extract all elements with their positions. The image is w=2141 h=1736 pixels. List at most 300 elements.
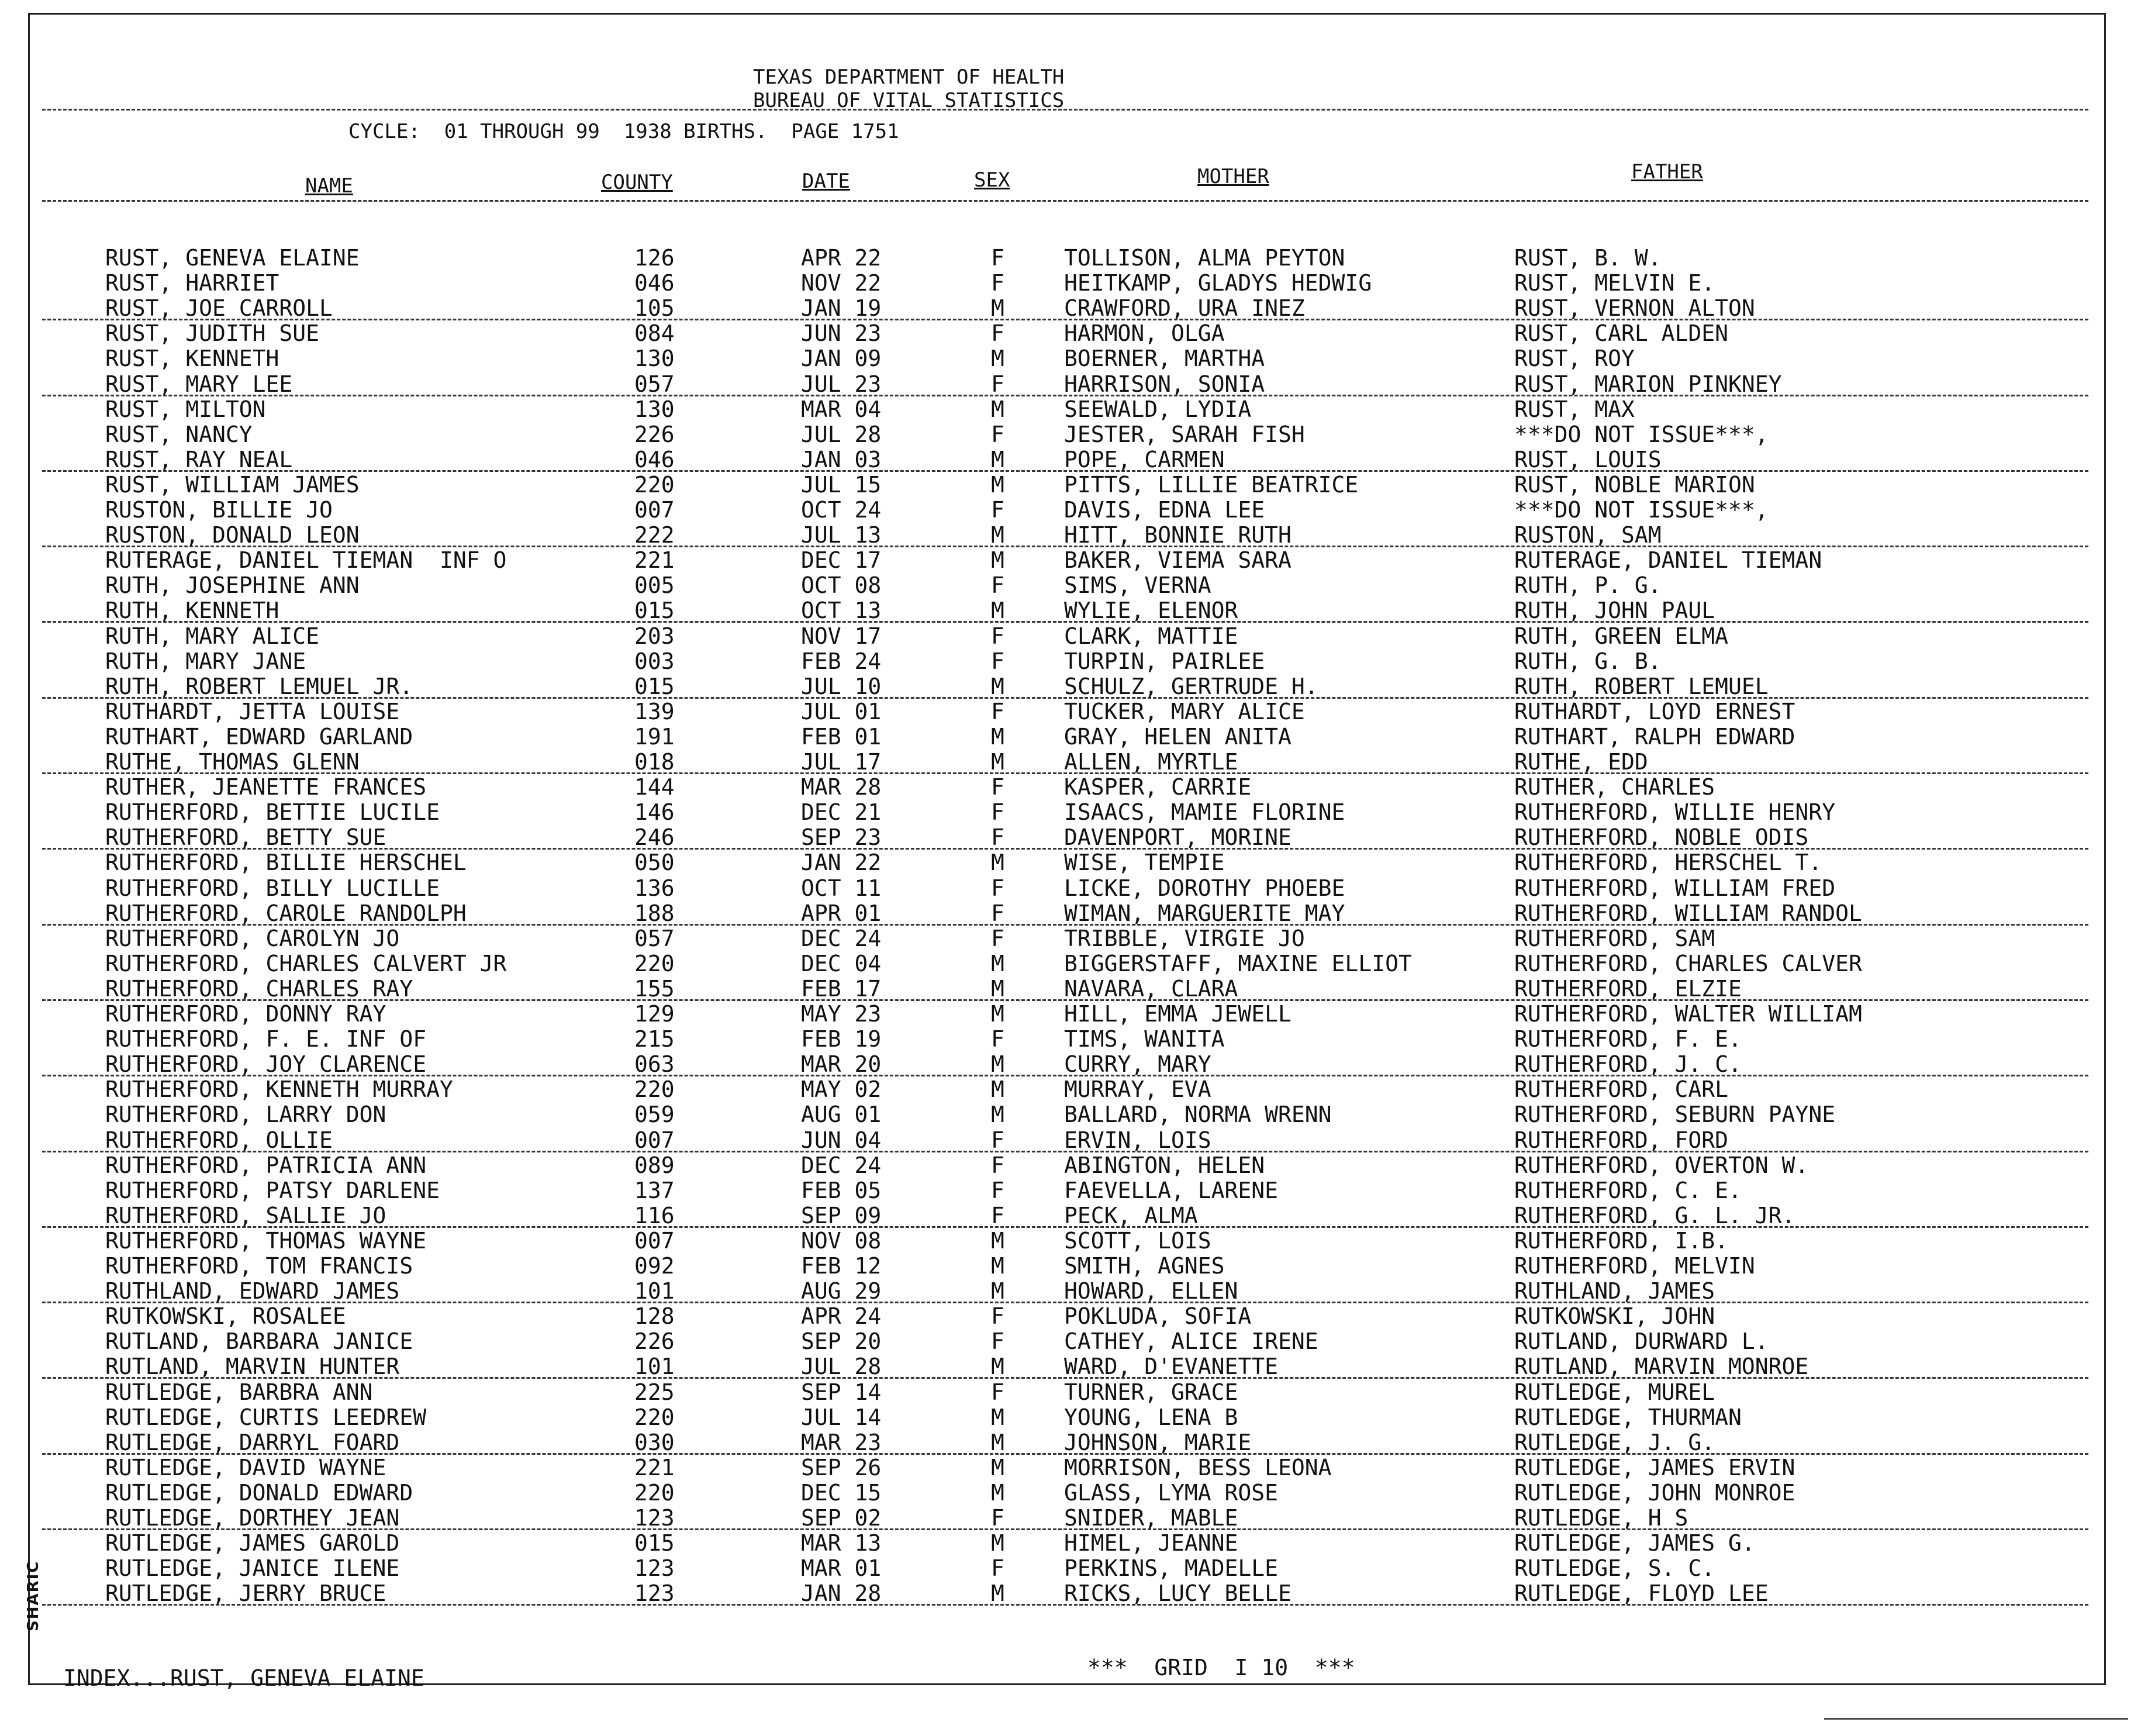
record-father: RUTLEDGE, MUREL: [1514, 1379, 1715, 1405]
record-father: RUTHE, EDD: [1514, 749, 1648, 775]
header-divider: [42, 109, 2088, 111]
record-row: [0, 1380, 2141, 1404]
record-name: RUST, JUDITH SUE: [105, 320, 320, 347]
record-sex: M: [991, 547, 1004, 574]
record-county: 003: [634, 648, 675, 674]
record-name: RUST, NANCY: [105, 421, 253, 447]
row-group-divider: [42, 1604, 2088, 1606]
record-county: 123: [634, 1580, 675, 1607]
column-header-sex: SEX: [974, 168, 1010, 192]
record-county: 188: [634, 900, 675, 926]
record-date: MAR 04: [801, 396, 882, 422]
record-name: RUST, HARRIET: [105, 270, 279, 296]
record-sex: F: [991, 698, 1004, 724]
record-mother: RICKS, LUCY BELLE: [1064, 1580, 1291, 1607]
record-date: MAR 28: [801, 774, 882, 800]
record-county: 007: [634, 1227, 675, 1254]
record-name: RUST, MARY LEE: [105, 371, 293, 397]
record-mother: YOUNG, LENA B: [1064, 1404, 1238, 1430]
record-county: 030: [634, 1429, 675, 1455]
record-county: 063: [634, 1051, 675, 1078]
cycle-line: CYCLE: 01 THROUGH 99 1938 BIRTHS. PAGE 1751: [348, 120, 899, 143]
row-group-divider: [42, 621, 2088, 623]
record-sex: F: [991, 371, 1004, 397]
record-mother: ALLEN, MYRTLE: [1064, 749, 1238, 775]
record-mother: TOLLISON, ALMA PEYTON: [1064, 245, 1345, 271]
record-sex: M: [991, 950, 1004, 976]
record-row: [0, 901, 2141, 926]
record-date: JAN 09: [801, 346, 882, 372]
record-date: APR 24: [801, 1303, 882, 1330]
record-father: RUTHERFORD, WILLIE HENRY: [1514, 799, 1836, 826]
record-name: RUTHERFORD, OLLIE: [105, 1127, 333, 1153]
record-row: [0, 271, 2141, 295]
record-mother: HIMEL, JEANNE: [1064, 1530, 1238, 1556]
record-father: RUTLEDGE, FLOYD LEE: [1514, 1580, 1769, 1607]
record-father: RUST, LOUIS: [1514, 446, 1662, 472]
record-date: JAN 22: [801, 850, 882, 876]
record-name: RUST, GENEVA ELAINE: [105, 245, 360, 271]
record-mother: GRAY, HELEN ANITA: [1064, 723, 1291, 750]
record-county: 005: [634, 572, 675, 599]
record-mother: POKLUDA, SOFIA: [1064, 1303, 1252, 1330]
record-date: JUL 01: [801, 698, 882, 724]
record-row: [0, 1354, 2141, 1379]
record-county: 105: [634, 295, 675, 322]
record-name: RUST, WILLIAM JAMES: [105, 471, 360, 498]
record-father: RUST, MELVIN E.: [1514, 270, 1715, 296]
record-name: RUST, MILTON: [105, 396, 266, 422]
record-county: 130: [634, 396, 675, 422]
record-date: JUL 28: [801, 421, 882, 447]
record-date: SEP 02: [801, 1505, 882, 1531]
record-sex: M: [991, 1479, 1004, 1506]
record-row: [0, 1102, 2141, 1127]
record-mother: HILL, EMMA JEWELL: [1064, 1001, 1291, 1027]
record-sex: M: [991, 1076, 1004, 1103]
record-mother: HOWARD, ELLEN: [1064, 1278, 1238, 1304]
record-sex: F: [991, 1303, 1004, 1330]
record-date: DEC 24: [801, 1152, 882, 1178]
record-name: RUTHERFORD, PATRICIA ANN: [105, 1152, 427, 1178]
record-county: 101: [634, 1354, 675, 1380]
record-sex: M: [991, 850, 1004, 876]
record-father: RUTH, JOHN PAUL: [1514, 598, 1715, 624]
record-mother: PECK, ALMA: [1064, 1202, 1198, 1228]
record-sex: M: [991, 1354, 1004, 1380]
record-date: FEB 01: [801, 723, 882, 750]
record-county: 246: [634, 824, 675, 851]
record-sex: F: [991, 1127, 1004, 1153]
record-county: 221: [634, 547, 675, 574]
record-row: [0, 1480, 2141, 1505]
record-row: [0, 1027, 2141, 1051]
record-row: [0, 472, 2141, 497]
record-mother: CRAWFORD, URA INEZ: [1064, 295, 1305, 322]
record-row: [0, 825, 2141, 850]
record-mother: PITTS, LILLIE BEATRICE: [1064, 471, 1359, 498]
record-father: RUTLEDGE, S. C.: [1514, 1555, 1715, 1582]
record-sex: M: [991, 522, 1004, 548]
row-group-divider: [42, 1377, 2088, 1379]
record-row: [0, 1128, 2141, 1152]
record-mother: ABINGTON, HELEN: [1064, 1152, 1265, 1178]
record-mother: TURPIN, PAIRLEE: [1064, 648, 1265, 674]
record-father: RUTHERFORD, F. E.: [1514, 1026, 1742, 1052]
record-sex: M: [991, 396, 1004, 422]
record-county: 116: [634, 1202, 675, 1228]
record-date: OCT 08: [801, 572, 882, 599]
record-date: FEB 24: [801, 648, 882, 674]
column-header-father: FATHER: [1631, 160, 1703, 184]
record-county: 225: [634, 1379, 675, 1405]
record-date: AUG 29: [801, 1278, 882, 1304]
record-father: RUTH, GREEN ELMA: [1514, 623, 1729, 649]
record-date: SEP 14: [801, 1379, 882, 1405]
record-name: RUTHLAND, EDWARD JAMES: [105, 1278, 400, 1304]
record-date: JUL 10: [801, 673, 882, 699]
record-name: RUTHERFORD, BETTY SUE: [105, 824, 386, 851]
record-county: 015: [634, 1530, 675, 1556]
record-father: RUTHERFORD, OVERTON W.: [1514, 1152, 1809, 1178]
record-county: 084: [634, 320, 675, 347]
record-mother: MURRAY, EVA: [1064, 1076, 1211, 1103]
record-name: RUTLEDGE, DAVID WAYNE: [105, 1454, 386, 1480]
record-sex: M: [991, 446, 1004, 472]
record-date: JAN 03: [801, 446, 882, 472]
record-sex: M: [991, 975, 1004, 1002]
record-father: RUTHERFORD, WILLIAM FRED: [1514, 875, 1836, 901]
column-header-name: NAME: [305, 174, 353, 198]
record-county: 220: [634, 1404, 675, 1430]
record-row: [0, 397, 2141, 422]
record-mother: TRIBBLE, VIRGIE JO: [1064, 925, 1305, 951]
record-name: RUTHARDT, JETTA LOUISE: [105, 698, 400, 724]
record-date: JUN 04: [801, 1127, 882, 1153]
record-row: [0, 1279, 2141, 1303]
record-county: 123: [634, 1555, 675, 1582]
record-date: MAY 23: [801, 1001, 882, 1027]
record-county: 203: [634, 623, 675, 649]
record-father: RUTHERFORD, J. C.: [1514, 1051, 1742, 1078]
record-sex: F: [991, 774, 1004, 800]
record-row: [0, 1052, 2141, 1076]
column-divider: [42, 200, 2088, 202]
record-name: RUTKOWSKI, ROSALEE: [105, 1303, 346, 1330]
record-date: NOV 22: [801, 270, 882, 296]
record-name: RUTHERFORD, BILLY LUCILLE: [105, 875, 440, 901]
record-row: [0, 926, 2141, 951]
record-mother: KASPER, CARRIE: [1064, 774, 1252, 800]
record-sex: M: [991, 471, 1004, 498]
record-sex: M: [991, 673, 1004, 699]
record-father: ***DO NOT ISSUE***,: [1514, 421, 1769, 447]
record-row: [0, 1203, 2141, 1228]
record-father: RUTHARDT, LOYD ERNEST: [1514, 698, 1795, 724]
record-county: 146: [634, 799, 675, 826]
record-date: JAN 28: [801, 1580, 882, 1607]
record-date: SEP 26: [801, 1454, 882, 1480]
record-father: RUST, B. W.: [1514, 245, 1662, 271]
record-row: [0, 674, 2141, 699]
record-name: RUTHERFORD, KENNETH MURRAY: [105, 1076, 453, 1103]
record-row: [0, 447, 2141, 472]
record-sex: F: [991, 497, 1004, 523]
record-date: JUL 15: [801, 471, 882, 498]
record-sex: F: [991, 1328, 1004, 1355]
record-father: RUTH, ROBERT LEMUEL: [1514, 673, 1769, 699]
record-sex: M: [991, 1051, 1004, 1078]
record-father: RUTHERFORD, CARL: [1514, 1076, 1729, 1103]
record-county: 007: [634, 497, 675, 523]
record-county: 057: [634, 925, 675, 951]
record-sex: F: [991, 1555, 1004, 1582]
record-county: 226: [634, 421, 675, 447]
record-sex: M: [991, 723, 1004, 750]
record-name: RUTLEDGE, JANICE ILENE: [105, 1555, 400, 1582]
record-name: RUTHERFORD, CAROLYN JO: [105, 925, 400, 951]
record-county: 155: [634, 975, 675, 1002]
record-father: RUTHERFORD, NOBLE ODIS: [1514, 824, 1809, 851]
record-name: RUTHERFORD, F. E. INF OF: [105, 1026, 427, 1052]
record-father: RUTLEDGE, H S: [1514, 1505, 1688, 1531]
record-county: 050: [634, 850, 675, 876]
record-name: RUTLEDGE, CURTIS LEEDREW: [105, 1404, 427, 1430]
record-row: [0, 1329, 2141, 1354]
record-mother: NAVARA, CLARA: [1064, 975, 1238, 1002]
record-father: RUST, VERNON ALTON: [1514, 295, 1755, 322]
record-row: [0, 422, 2141, 447]
record-sex: M: [991, 749, 1004, 775]
column-header-mother: MOTHER: [1197, 165, 1269, 188]
record-row: [0, 1178, 2141, 1203]
record-father: RUTHERFORD, ELZIE: [1514, 975, 1742, 1002]
record-county: 007: [634, 1127, 675, 1153]
record-father: RUSTON, SAM: [1514, 522, 1662, 548]
record-row: [0, 1531, 2141, 1555]
record-row: [0, 1002, 2141, 1026]
record-name: RUTH, KENNETH: [105, 598, 279, 624]
record-father: RUTHERFORD, CHARLES CALVER: [1514, 950, 1862, 976]
record-father: RUTHERFORD, C. E.: [1514, 1177, 1742, 1203]
record-row: [0, 1455, 2141, 1480]
record-date: DEC 15: [801, 1479, 882, 1506]
record-father: RUTHERFORD, WALTER WILLIAM: [1514, 1001, 1862, 1027]
record-county: 123: [634, 1505, 675, 1531]
record-mother: HEITKAMP, GLADYS HEDWIG: [1064, 270, 1372, 296]
record-father: RUTLAND, MARVIN MONROE: [1514, 1354, 1809, 1380]
record-sex: F: [991, 875, 1004, 901]
record-sex: F: [991, 1152, 1004, 1178]
record-date: FEB 05: [801, 1177, 882, 1203]
record-mother: SIMS, VERNA: [1064, 572, 1211, 599]
record-mother: LICKE, DOROTHY PHOEBE: [1064, 875, 1345, 901]
record-county: 220: [634, 1479, 675, 1506]
record-date: SEP 20: [801, 1328, 882, 1355]
record-mother: SNIDER, MABLE: [1064, 1505, 1238, 1531]
record-row: [0, 1405, 2141, 1430]
record-mother: BAKER, VIEMA SARA: [1064, 547, 1291, 574]
record-date: DEC 04: [801, 950, 882, 976]
record-county: 137: [634, 1177, 675, 1203]
record-date: JUL 28: [801, 1354, 882, 1380]
record-name: RUTHERFORD, BILLIE HERSCHEL: [105, 850, 467, 876]
record-date: MAR 23: [801, 1429, 882, 1455]
record-mother: CLARK, MATTIE: [1064, 623, 1238, 649]
record-father: RUTLAND, DURWARD L.: [1514, 1328, 1769, 1355]
record-date: AUG 01: [801, 1102, 882, 1128]
record-row: [0, 724, 2141, 749]
record-father: RUTLEDGE, JAMES G.: [1514, 1530, 1755, 1556]
record-father: RUTHERFORD, SEBURN PAYNE: [1514, 1102, 1836, 1128]
record-father: RUTH, G. B.: [1514, 648, 1662, 674]
record-row: [0, 624, 2141, 648]
record-father: RUST, MARION PINKNEY: [1514, 371, 1782, 397]
record-sex: F: [991, 1202, 1004, 1228]
record-row: [0, 699, 2141, 724]
record-county: 215: [634, 1026, 675, 1052]
record-father: ***DO NOT ISSUE***,: [1514, 497, 1769, 523]
record-sex: M: [991, 1102, 1004, 1128]
record-father: RUTKOWSKI, JOHN: [1514, 1303, 1715, 1330]
record-name: RUTHE, THOMAS GLENN: [105, 749, 360, 775]
record-name: RUTHERFORD, CAROLE RANDOLPH: [105, 900, 467, 926]
record-sex: M: [991, 1530, 1004, 1556]
record-county: 220: [634, 950, 675, 976]
bureau-title: BUREAU OF VITAL STATISTICS: [753, 89, 1065, 112]
record-mother: JESTER, SARAH FISH: [1064, 421, 1305, 447]
record-row: [0, 523, 2141, 547]
record-county: 144: [634, 774, 675, 800]
record-sex: F: [991, 1379, 1004, 1405]
record-sex: M: [991, 598, 1004, 624]
record-name: RUTHART, EDWARD GARLAND: [105, 723, 413, 750]
record-date: MAY 02: [801, 1076, 882, 1103]
record-row: [0, 850, 2141, 875]
record-name: RUTHERFORD, TOM FRANCIS: [105, 1253, 413, 1279]
record-name: RUTHERFORD, CHARLES RAY: [105, 975, 413, 1002]
record-date: JUN 23: [801, 320, 882, 347]
record-date: SEP 23: [801, 824, 882, 851]
record-county: 222: [634, 522, 675, 548]
record-name: RUSTON, DONALD LEON: [105, 522, 360, 548]
record-row: [0, 1430, 2141, 1455]
record-mother: BOERNER, MARTHA: [1064, 346, 1265, 372]
record-date: JUL 23: [801, 371, 882, 397]
record-father: RUST, MAX: [1514, 396, 1635, 422]
record-mother: DAVIS, EDNA LEE: [1064, 497, 1265, 523]
record-name: RUTHERFORD, LARRY DON: [105, 1102, 386, 1128]
record-name: RUTH, JOSEPHINE ANN: [105, 572, 360, 599]
record-date: NOV 08: [801, 1227, 882, 1254]
record-date: APR 01: [801, 900, 882, 926]
record-mother: HARRISON, SONIA: [1064, 371, 1265, 397]
record-father: RUST, NOBLE MARION: [1514, 471, 1755, 498]
record-father: RUTHLAND, JAMES: [1514, 1278, 1715, 1304]
record-mother: SCOTT, LOIS: [1064, 1227, 1211, 1254]
record-row: [0, 1077, 2141, 1102]
record-mother: MORRISON, BESS LEONA: [1064, 1454, 1332, 1480]
record-sex: M: [991, 1001, 1004, 1027]
record-county: 191: [634, 723, 675, 750]
record-mother: WIMAN, MARGUERITE MAY: [1064, 900, 1345, 926]
record-mother: CURRY, MARY: [1064, 1051, 1211, 1078]
record-name: RUTH, ROBERT LEMUEL JR.: [105, 673, 413, 699]
record-date: APR 22: [801, 245, 882, 271]
record-date: FEB 19: [801, 1026, 882, 1052]
record-date: NOV 17: [801, 623, 882, 649]
record-county: 139: [634, 698, 675, 724]
record-mother: WYLIE, ELENOR: [1064, 598, 1238, 624]
record-date: MAR 13: [801, 1530, 882, 1556]
record-date: JUL 17: [801, 749, 882, 775]
record-name: RUTLAND, BARBARA JANICE: [105, 1328, 413, 1355]
column-header-county: COUNTY: [601, 171, 673, 194]
record-date: JAN 19: [801, 295, 882, 322]
record-mother: SEEWALD, LYDIA: [1064, 396, 1252, 422]
record-name: RUTLEDGE, DORTHEY JEAN: [105, 1505, 400, 1531]
record-mother: SMITH, AGNES: [1064, 1253, 1225, 1279]
record-date: FEB 12: [801, 1253, 882, 1279]
record-name: RUTLEDGE, BARBRA ANN: [105, 1379, 373, 1405]
record-name: RUTERAGE, DANIEL TIEMAN INF O: [105, 547, 507, 574]
record-mother: BALLARD, NORMA WRENN: [1064, 1102, 1332, 1128]
record-row: [0, 1581, 2141, 1606]
record-sex: M: [991, 1580, 1004, 1607]
record-mother: WISE, TEMPIE: [1064, 850, 1225, 876]
record-sex: M: [991, 1404, 1004, 1430]
record-name: RUTHERFORD, THOMAS WAYNE: [105, 1227, 427, 1254]
record-county: 128: [634, 1303, 675, 1330]
record-row: [0, 951, 2141, 976]
record-father: RUTERAGE, DANIEL TIEMAN: [1514, 547, 1822, 574]
record-date: DEC 24: [801, 925, 882, 951]
record-mother: HARMON, OLGA: [1064, 320, 1225, 347]
record-sex: F: [991, 1177, 1004, 1203]
record-date: MAR 01: [801, 1555, 882, 1582]
record-father: RUTH, P. G.: [1514, 572, 1662, 599]
record-date: DEC 17: [801, 547, 882, 574]
record-father: RUTHERFORD, WILLIAM RANDOL: [1514, 900, 1862, 926]
column-header-date: DATE: [802, 170, 850, 193]
record-mother: TUCKER, MARY ALICE: [1064, 698, 1305, 724]
record-name: RUTHERFORD, DONNY RAY: [105, 1001, 386, 1027]
record-county: 015: [634, 598, 675, 624]
record-father: RUTLEDGE, J. G.: [1514, 1429, 1715, 1455]
record-sex: F: [991, 623, 1004, 649]
record-father: RUTHERFORD, FORD: [1514, 1127, 1729, 1153]
record-name: RUTLEDGE, JERRY BRUCE: [105, 1580, 386, 1607]
record-row: [0, 1304, 2141, 1328]
record-name: RUTHERFORD, SALLIE JO: [105, 1202, 386, 1228]
record-name: RUST, KENNETH: [105, 346, 279, 372]
record-name: RUTHERFORD, CHARLES CALVERT JR: [105, 950, 507, 976]
record-row: [0, 800, 2141, 824]
record-row: [0, 498, 2141, 522]
record-row: [0, 775, 2141, 799]
record-father: RUTHERFORD, I.B.: [1514, 1227, 1729, 1254]
record-date: MAR 20: [801, 1051, 882, 1078]
record-father: RUTHERFORD, HERSCHEL T.: [1514, 850, 1822, 876]
record-mother: SCHULZ, GERTRUDE H.: [1064, 673, 1318, 699]
record-name: RUTH, MARY ALICE: [105, 623, 320, 649]
record-name: RUTLAND, MARVIN HUNTER: [105, 1354, 400, 1380]
record-row: [0, 598, 2141, 623]
record-county: 046: [634, 446, 675, 472]
record-mother: GLASS, LYMA ROSE: [1064, 1479, 1279, 1506]
record-father: RUTLEDGE, JOHN MONROE: [1514, 1479, 1795, 1506]
record-name: RUTHERFORD, PATSY DARLENE: [105, 1177, 440, 1203]
